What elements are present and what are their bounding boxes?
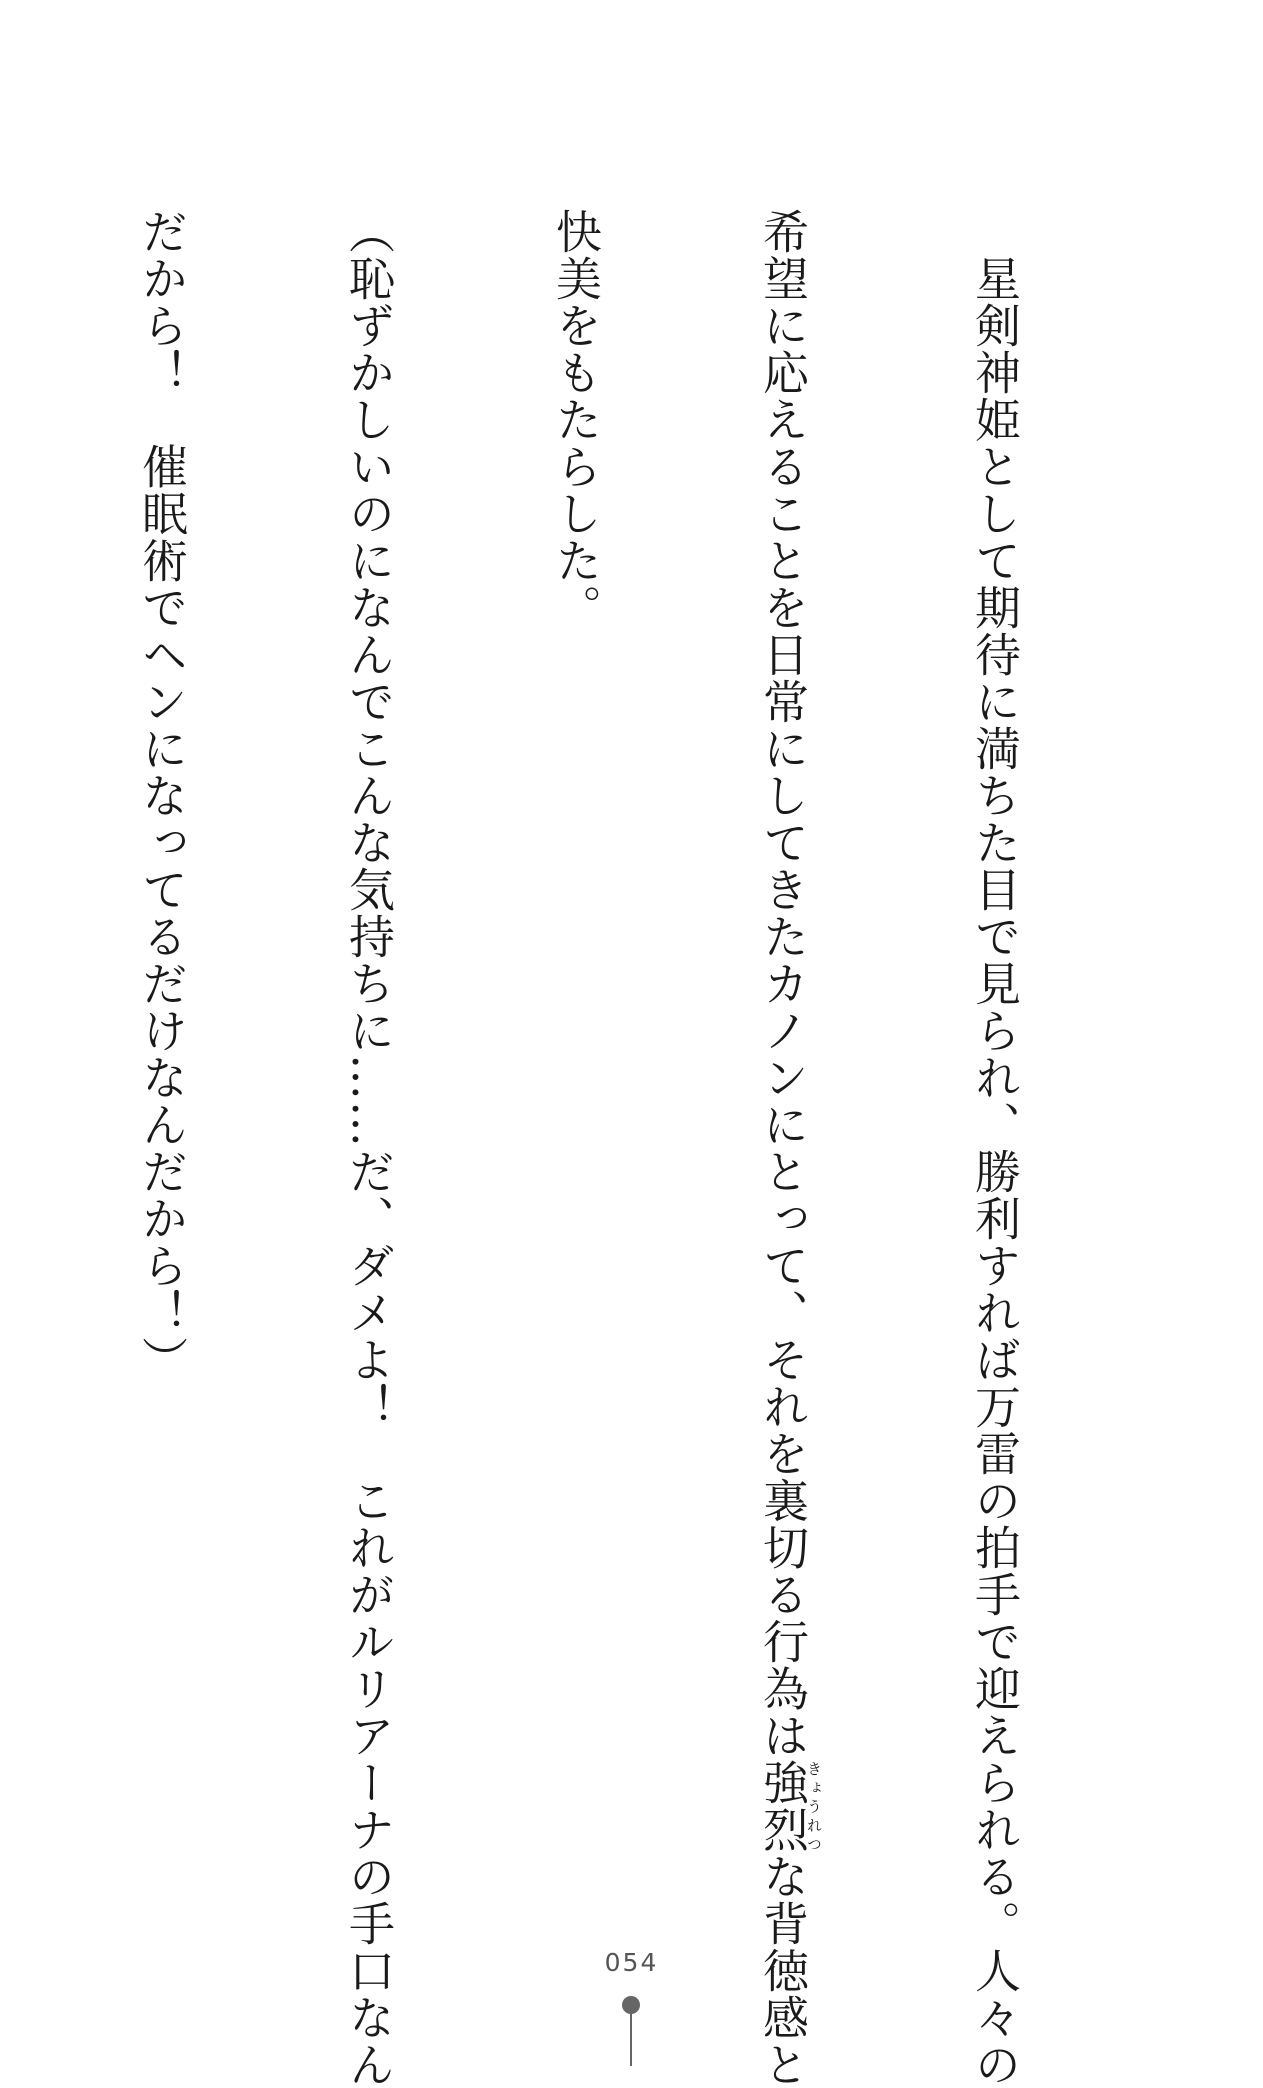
- text-line-4: （恥ずかしいのになんでこんな気持ちに……だ、ダメよ！ これがルリアーナの手口なん: [342, 208, 396, 2088]
- text-line-2: [748, 208, 823, 2088]
- ruby-word: [756, 1759, 823, 1853]
- text-line-1: 星剣神姫として期待に満ちた目で見られ、勝利すれば万雷の拍手で迎えられる。人々の: [968, 208, 1022, 2088]
- page-footer: [0, 1948, 1263, 2066]
- ruby-reading: きょうれつ: [805, 1759, 823, 1853]
- text-line-3: 快美をもたらした。: [549, 208, 603, 631]
- page-number: 054: [604, 1948, 659, 1977]
- text-line-5: だから！ 催眠術でヘンになってるだけなんだから！）: [135, 208, 189, 1383]
- footer-rule: [630, 2012, 632, 2066]
- text-line-2-main: 希望に応えることを日常にしてきたカノンにとって、それを裏切る行為は: [756, 208, 810, 1759]
- ruby-base: 強烈: [756, 1759, 810, 1853]
- text-line-2-tail: な背徳感と: [756, 1853, 810, 2088]
